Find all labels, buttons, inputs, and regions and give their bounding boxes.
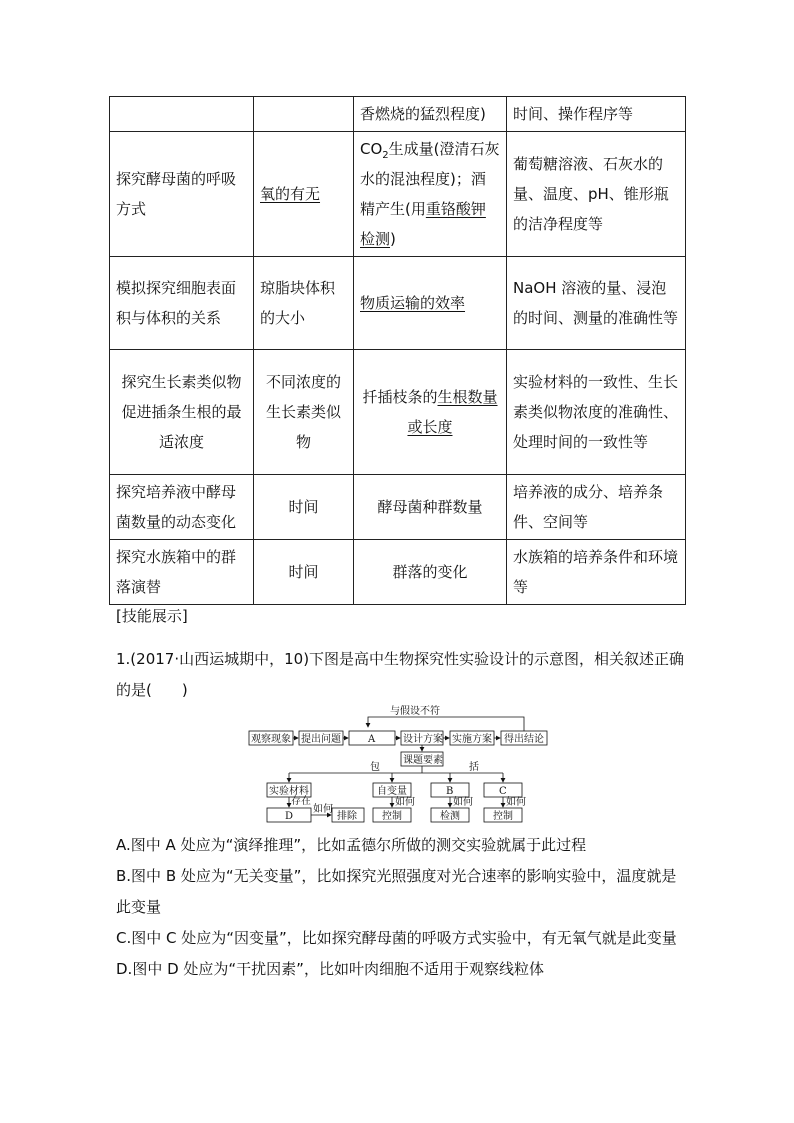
table-row — [110, 97, 686, 132]
table-row — [110, 475, 686, 540]
table-cell: 时间、操作程序等 — [507, 97, 686, 132]
diagram-node-elements: 课题要素 — [403, 755, 443, 766]
table-cell: 模拟探究细胞表面积与体积的关系 — [110, 257, 254, 350]
diagram-node-control: 控制 — [493, 811, 513, 822]
diagram-node-exclude: 排除 — [337, 811, 357, 822]
diagram-label-mismatch: 与假设不符 — [390, 706, 440, 717]
option-a[interactable]: A.图中 A 处应为“演绎推理”，比如孟德尔所做的测交实验就属于此过程 — [116, 836, 587, 854]
diagram-node-control: 控制 — [382, 811, 402, 822]
table-row — [110, 257, 686, 350]
section-title: [技能展示] — [116, 607, 188, 625]
table-cell: 实验材料的一致性、生长素类似物浓度的准确性、处理时间的一致性等 — [507, 350, 686, 475]
cell-text: 扦插枝条的 — [362, 388, 438, 406]
diagram-label-include: 括 — [469, 762, 479, 773]
cell-text: ) — [390, 230, 396, 248]
diagram-node-independent: 自变量 — [377, 786, 407, 797]
diagram-node-question: 提出问题 — [301, 734, 341, 745]
table-cell: 探究生长素类似物促进插条生根的最适浓度 — [110, 350, 254, 475]
table-cell — [110, 97, 254, 132]
underlined-text: 生根数量或长度 — [407, 388, 498, 436]
table-cell — [354, 350, 507, 475]
experiment-design-diagram — [245, 703, 551, 825]
underlined-text: 重铬酸钾检测 — [360, 200, 486, 248]
diagram-node-a: A — [368, 734, 376, 745]
diagram-node-design: 设计方案 — [403, 734, 443, 745]
diagram-label-how: 如何 — [453, 797, 473, 808]
diagram-node-c: C — [499, 786, 507, 797]
diagram-label-exist: 存在 — [291, 796, 311, 807]
table-row — [110, 132, 686, 257]
diagram-node-b: B — [446, 786, 454, 797]
subscript: 2 — [382, 150, 389, 161]
option-c[interactable]: C.图中 C 处应为“因变量”，比如探究酵母菌的呼吸方式实验中，有无氧气就是此变量 — [116, 929, 677, 947]
table-cell: 水族箱的培养条件和环境等 — [507, 540, 686, 605]
table-cell: 时间 — [254, 540, 354, 605]
diagram-node-d: D — [285, 811, 294, 822]
diagram-node-detect: 检测 — [440, 811, 460, 822]
diagram-node-implement: 实施方案 — [452, 734, 492, 745]
option-b[interactable]: B.图中 B 处应为“无关变量”，比如探究光照强度对光合速率的影响实验中，温度就是此变量 — [116, 867, 677, 916]
table-cell: 酵母菌种群数量 — [354, 475, 507, 540]
diagram-label-how: 如何 — [395, 797, 415, 808]
diagram-node-observe: 观察现象 — [251, 734, 291, 745]
table-cell: 不同浓度的生长素类似物 — [254, 350, 354, 475]
cell-text: CO — [360, 140, 383, 158]
diagram-label-how: 如何 — [313, 804, 333, 815]
question-stem: 1.(2017·山西运城期中，10)下图是高中生物探究性实验设计的示意图，相关叙述正确的是( ) — [116, 650, 685, 699]
table-row — [110, 540, 686, 605]
table-cell: 培养液的成分、培养条件、空间等 — [507, 475, 686, 540]
table-cell: 时间 — [254, 475, 354, 540]
table-cell — [354, 132, 507, 257]
table-cell: 探究酵母菌的呼吸方式 — [110, 132, 254, 257]
diagram-label-how: 如何 — [506, 797, 526, 808]
table-cell: 群落的变化 — [354, 540, 507, 605]
table-cell — [254, 97, 354, 132]
experiment-table — [109, 96, 686, 605]
table-cell: 琼脂块体积的大小 — [254, 257, 354, 350]
diagram-node-conclude: 得出结论 — [504, 734, 544, 745]
table-cell: 葡萄糖溶液、石灰水的量、温度、pH、锥形瓶的洁净程度等 — [507, 132, 686, 257]
table-cell: NaOH 溶液的量、浸泡的时间、测量的准确性等 — [507, 257, 686, 350]
table-cell: 香燃烧的猛烈程度) — [354, 97, 507, 132]
table-cell — [354, 257, 507, 350]
cell-text: 生成量(澄清石灰水的混浊程度)；酒精产生(用 — [360, 140, 500, 218]
table-row — [110, 350, 686, 475]
diagram-label-include: 包 — [370, 762, 380, 773]
table-cell: 探究培养液中酵母菌数量的动态变化 — [110, 475, 254, 540]
table-cell: 探究水族箱中的群落演替 — [110, 540, 254, 605]
answer-options — [116, 830, 686, 985]
underlined-text: 物质运输的效率 — [360, 294, 466, 312]
underlined-text: 氧的有无 — [260, 185, 321, 203]
option-d[interactable]: D.图中 D 处应为“干扰因素”，比如叶肉细胞不适用于观察线粒体 — [116, 960, 544, 978]
diagram-node-materials: 实验材料 — [269, 786, 309, 797]
table-cell — [254, 132, 354, 257]
